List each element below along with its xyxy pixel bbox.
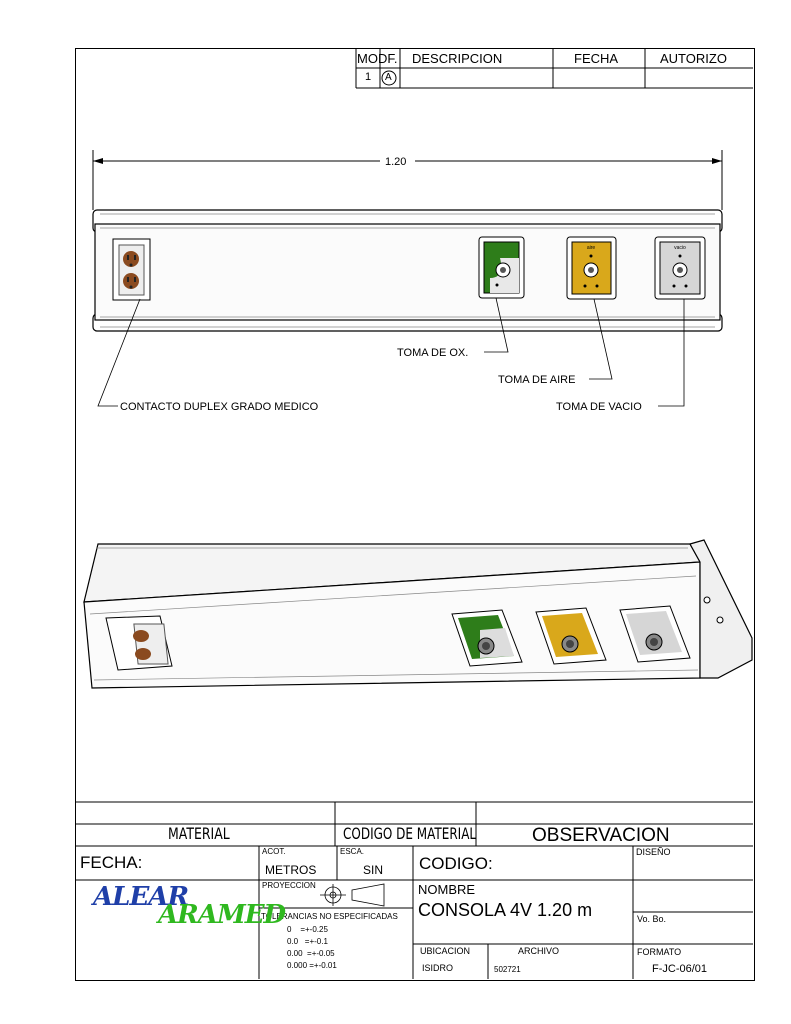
callout-outlet: CONTACTO DUPLEX GRADO MEDICO (120, 401, 319, 413)
rev-header-modf: MODF. (357, 51, 398, 66)
archivo-value: 502721 (494, 965, 521, 974)
material-label: MATERIAL (168, 824, 230, 843)
rev-header-autorizo: AUTORIZO (660, 51, 727, 66)
esca-label: ESCA. (340, 847, 365, 856)
esca-value: SIN (363, 863, 384, 877)
air-panel-label: aire (586, 245, 596, 251)
vacuum-panel-label: vacio (674, 245, 686, 251)
tolerance-3: 0.000 =+-0.01 (287, 961, 337, 970)
isometric-view-drawing (0, 530, 791, 700)
formato-label: FORMATO (637, 947, 682, 957)
callout-oxygen: TOMA DE OX. (397, 347, 469, 359)
tolerance-1: 0.0 =+-0.1 (287, 937, 328, 946)
acot-label: ACOT. (262, 847, 286, 856)
oxygen-panel-front (479, 237, 524, 298)
acot-value: METROS (265, 863, 317, 877)
formato-value: F-JC-06/01 (652, 963, 708, 975)
codigo-material-label: CODIGO DE MATERIAL (343, 824, 477, 843)
fecha-label: FECHA: (80, 853, 143, 872)
proyeccion-label: PROYECCION (262, 881, 316, 890)
vacuum-panel-front (655, 237, 705, 299)
tolerancias-label: TOLERANCIAS NO ESPECIFICADAS (261, 912, 398, 921)
rev-row-letter: A (385, 72, 392, 83)
observacion-label: OBSERVACION (532, 825, 670, 846)
tolerance-2: 0.00 =+-0.05 (287, 949, 335, 958)
archivo-label: ARCHIVO (518, 946, 560, 956)
rev-header-fecha: FECHA (574, 51, 619, 66)
air-panel-front (567, 237, 616, 299)
rev-header-descripcion: DESCRIPCION (412, 51, 503, 66)
callout-vacuum: TOMA DE VACIO (556, 401, 642, 413)
logo-alear: ALEAR (93, 882, 189, 912)
vobo-label: Vo. Bo. (637, 914, 667, 924)
callout-air: TOMA DE AIRE (498, 374, 576, 386)
tolerance-0: 0 =+-0.25 (287, 925, 328, 934)
front-view-drawing (0, 0, 791, 420)
dimension-label: 1.20 (385, 156, 407, 168)
ubicacion-value: ISIDRO (422, 963, 454, 973)
rev-row-number: 1 (365, 71, 372, 83)
duplex-outlet-iso (106, 616, 172, 670)
ubicacion-label: UBICACION (420, 946, 471, 956)
logo-aramed: ARAMED (158, 900, 286, 930)
nombre-value: CONSOLA 4V 1.20 m (418, 900, 593, 920)
diseno-label: DISEÑO (636, 847, 671, 857)
codigo-label: CODIGO: (419, 854, 493, 873)
duplex-outlet-front (113, 239, 150, 300)
nombre-label: NOMBRE (418, 882, 476, 897)
